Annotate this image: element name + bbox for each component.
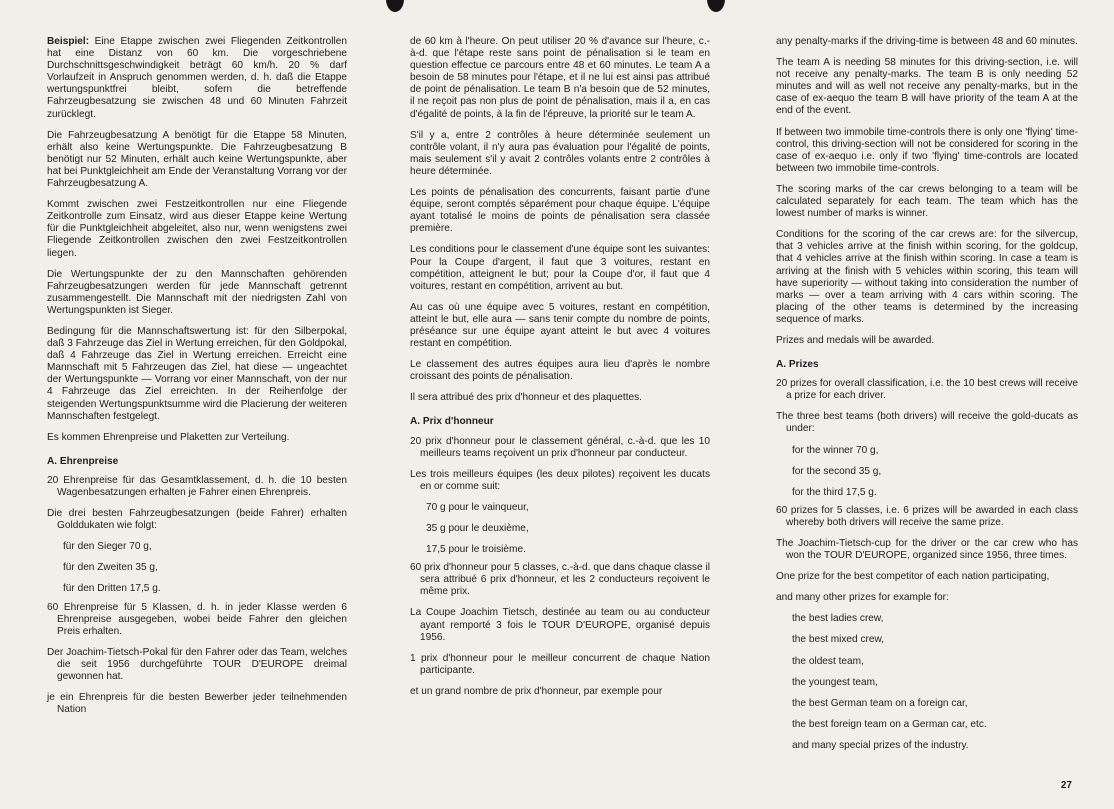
column-german: [47, 36, 347, 725]
sub-item: for the winner 70 g,: [792, 444, 879, 456]
list-item: La Coupe Joachim Tietsch, destinée au team ou au conducteur ayant remporté 3 fois le TOUR D'EUROPE, organisé depuis 1956.: [410, 607, 710, 643]
list-item: Les trois meilleurs équipes (les deux pilotes) reçoivent les ducats en or comme suit:: [410, 468, 710, 492]
list-item: 60 prix d'honneur pour 5 classes, c.-à-d. que dans chaque classe il sera attribué 6 prix d'honneur, et les 2 conducteurs reçoivent le même prix.: [410, 562, 710, 598]
page-number: 27: [1060, 780, 1072, 791]
paragraph: Les conditions pour le classement d'une équipe sont les suivantes: Pour la Coupe d'argent, il faut que 3 voitures, restant en compétition, atteignent le but; pour la Coupe d'or, il faut que 4 voitures, restant en compétition, arrivent au but.: [410, 244, 710, 292]
list-item: The three best teams (both drivers) will receive the gold-ducats as under:: [776, 411, 1078, 435]
list-item: je ein Ehrenpreis für die besten Bewerber jeder teilnehmenden Nation: [47, 692, 347, 716]
sub-item: für den Zweiten 35 g,: [63, 562, 158, 574]
paragraph: Die Fahrzeugbesatzung A benötigt für die Etappe 58 Minuten, erhält also keine Wertungspunkte. Die Fahrzeugbesatzung B benötigt nur 52 Minuten, erhält auch keine Wertungspunkte, aber hat bei Punktgleichheit am Ende der Veranstaltung Vorrang vor der Fahrzeugbesatzung A.: [47, 129, 347, 190]
paragraph: Au cas où une équipe avec 5 voitures, restant en compétition, atteint le but, elle aura — sans tenir compte du nombre de points, préséance sur une équipe ayant atteint le but avec 4 voitures restant en compétition.: [410, 301, 710, 350]
column-english: [776, 36, 1078, 761]
list-item: 20 prizes for overall classification, i.e. the 10 best crews will receive a prize for each driver.: [776, 378, 1078, 402]
section-heading: A. Ehrenpreise: [47, 455, 119, 467]
binder-hole-left: [386, 0, 404, 12]
column-french: [410, 36, 710, 707]
sub-item: for the third 17,5 g.: [792, 486, 877, 498]
list-item: 20 Ehrenpreise für das Gesamtklassement, d. h. die 10 besten Wagenbesatzungen erhalten je Fahrer einen Ehrenpreis.: [47, 474, 347, 498]
list-item: 1 prix d'honneur pour le meilleur concurrent de chaque Nation participante.: [410, 652, 710, 676]
sub-item: the youngest team,: [792, 676, 878, 688]
sub-item: 70 g pour le vainqueur,: [426, 501, 529, 513]
sub-item: for the second 35 g,: [792, 465, 882, 477]
paragraph-text: Eine Etappe zwischen zwei Fliegenden Zeitkontrollen hat eine Distanz von 60 km. Die vorgeschriebene Durchschnittsgeschwindigkeit beträgt 60 km/h. 20 % darf Vorlaufzeit in Anspruch genommen werden, d. h. daß die Etappe wertungspunktfrei bleibt, sofern die betreffende Fahrzeugbesatzung sie zwischen 48 und 60 Minuten Fahrzeit zurücklegt.: [47, 36, 347, 120]
section-heading: A. Prix d'honneur: [410, 416, 494, 428]
sub-item: the oldest team,: [792, 655, 864, 667]
paragraph: Il sera attribué des prix d'honneur et des plaquettes.: [410, 392, 642, 404]
paragraph: Le classement des autres équipes aura lieu d'après le nombre croissant des points de pénalisation.: [410, 359, 710, 383]
example-label: Beispiel:: [47, 36, 90, 47]
sub-item: 17,5 pour le troisième.: [426, 544, 526, 556]
list-item: and many other prizes for example for:: [776, 592, 949, 604]
list-item: et un grand nombre de prix d'honneur, par exemple pour: [410, 685, 663, 697]
paragraph: If between two immobile time-controls there is only one 'flying' time-control, this driving-section will not be considered for scoring in the case of ex-aequo i.e. only if two 'flying' time-controls are located between two immobile time-controls.: [776, 126, 1078, 174]
paragraph: Les points de pénalisation des concurrents, faisant partie d'une équipe, seront comptés séparément pour chaque équipe. L'équipe ayant totalisé le moins de points de pénalisation sera classée première.: [410, 187, 710, 235]
paragraph: Prizes and medals will be awarded.: [776, 334, 935, 346]
sub-item: für den Sieger 70 g,: [63, 541, 152, 553]
sub-item: and many special prizes of the industry.: [792, 739, 969, 751]
list-item: The Joachim-Tietsch-cup for the driver or the car crew who has won the TOUR D'EUROPE, organized since 1956, three times.: [776, 538, 1078, 562]
paragraph: Bedingung für die Mannschaftswertung ist: für den Silberpokal, daß 3 Fahrzeuge das Ziel in Wertung erreichen, für den Goldpokal, daß 4 Fahrzeuge das Ziel in Wertung erreichen. Erreicht eine Mannschaft mit 5 Fahrzeugen das Ziel, hat diese — ungeachtet der Wertungspunkte — Vorrang vor einer Mannschaft, von der nur 4 Fahrzeuge das Ziel erreichten. In der Reihenfolge der steigenden Wertungspunktsumme wird die Placierung der weiteren Mannschaften festgelegt.: [47, 325, 347, 422]
list-item: Die drei besten Fahrzeugbesatzungen (beide Fahrer) erhalten Golddukaten wie folgt:: [47, 508, 347, 532]
sub-item: 35 g pour le deuxième,: [426, 523, 529, 534]
paragraph: The team A is needing 58 minutes for this driving-section, i.e. will not receive any penalty-marks. The team B is only needing 52 minutes and will as well not receive any penalty-marks, but in the case of ex-aequo the team B will have priority of the team A at the end of the event.: [776, 57, 1078, 117]
paragraph: S'il y a, entre 2 contrôles à heure déterminée seulement un contrôle volant, il n'y aura pas évaluation pour l'égalité de points, mais seulement s'il y avait 2 contrôles volants entre 2 contrôles à heure déterminée.: [410, 129, 710, 177]
paragraph: Es kommen Ehrenpreise und Plaketten zur Verteilung.: [47, 431, 290, 443]
sub-item: the best ladies crew,: [792, 613, 884, 625]
sub-item: für den Dritten 17,5 g.: [63, 583, 161, 595]
binder-hole-right: [707, 0, 725, 12]
paragraph: Die Wertungspunkte der zu den Mannschaften gehörenden Fahrzeugbesatzungen werden für jede Mannschaft getrennt zusammengestellt. Die Mannschaft mit der niedrigsten Zahl von Wertungspunkten ist Sieger.: [47, 268, 347, 316]
list-item: 60 prizes for 5 classes, i.e. 6 prizes will be awarded in each class whereby both drivers will receive the same prize.: [776, 504, 1078, 528]
list-item: 60 Ehrenpreise für 5 Klassen, d. h. in jeder Klasse werden 6 Ehrenpreise ausgegeben, wobei beide Fahrer den gleichen Preis erhalten.: [47, 601, 347, 637]
paragraph: [47, 36, 347, 121]
paragraph: Kommt zwischen zwei Festzeitkontrollen nur eine Fliegende Zeitkontrolle zum Einsatz, wird aus dieser Etappe keine Wertung für die Punktgleichheit abgeleitet, also nur, wenn wenigstens zwei Fliegende Zeitkontrollen zwischen den zwei Festzeitkontrollen liegen.: [47, 199, 347, 259]
list-item: One prize for the best competitor of each nation participating,: [776, 571, 1050, 583]
section-heading: A. Prizes: [776, 359, 819, 371]
paragraph: The scoring marks of the car crews belonging to a team will be calculated separately for each team. The team which has the lowest number of marks is winner.: [776, 183, 1078, 220]
paragraph: any penalty-marks if the driving-time is between 48 and 60 minutes.: [776, 36, 1078, 47]
paragraph: de 60 km à l'heure. On peut utiliser 20 % d'avance sur l'heure, c.-à-d. que l'étape reste sans point de pénalisation si le team en question effectue ce parcours entre 48 et 60 minutes. Le team A a besoin de 58 minutes pour l'étape, et il ne lui est ainsi pas attribué de point de pénalisation. Le team B n'a besoin que de 52 minutes, il ne reçoit pas non plus de point de pénalisation, mais il a, en cas d'égalité de points, à la fin de l'épreuve, la priorité sur le team A.: [410, 36, 710, 120]
sub-item: the best foreign team on a German car, etc.: [792, 718, 987, 730]
list-item: Der Joachim-Tietsch-Pokal für den Fahrer oder das Team, welches die seit 1956 durchgeführte TOUR D'EUROPE dreimal gewonnen hat.: [47, 646, 347, 683]
sub-item: the best German team on a foreign car,: [792, 697, 968, 709]
list-item: 20 prix d'honneur pour le classement général, c.-à-d. que les 10 meilleurs teams reçoivent un prix d'honneur par conducteur.: [410, 435, 710, 459]
paragraph: Conditions for the scoring of the car crews are: for the silvercup, that 3 vehicles arrive at the finish within scoring, for the goldcup, that 4 vehicles arrive at the finish within scoring. In case a team is arriving at the finish with 5 vehicles within scoring, this team will have superiority — without taking into consideration the number of marks — over a team arriving with 4 cars within scoring. The placing of the other teams is determined by the increasing sequence of marks.: [776, 229, 1078, 325]
sub-item: the best mixed crew,: [792, 634, 885, 646]
